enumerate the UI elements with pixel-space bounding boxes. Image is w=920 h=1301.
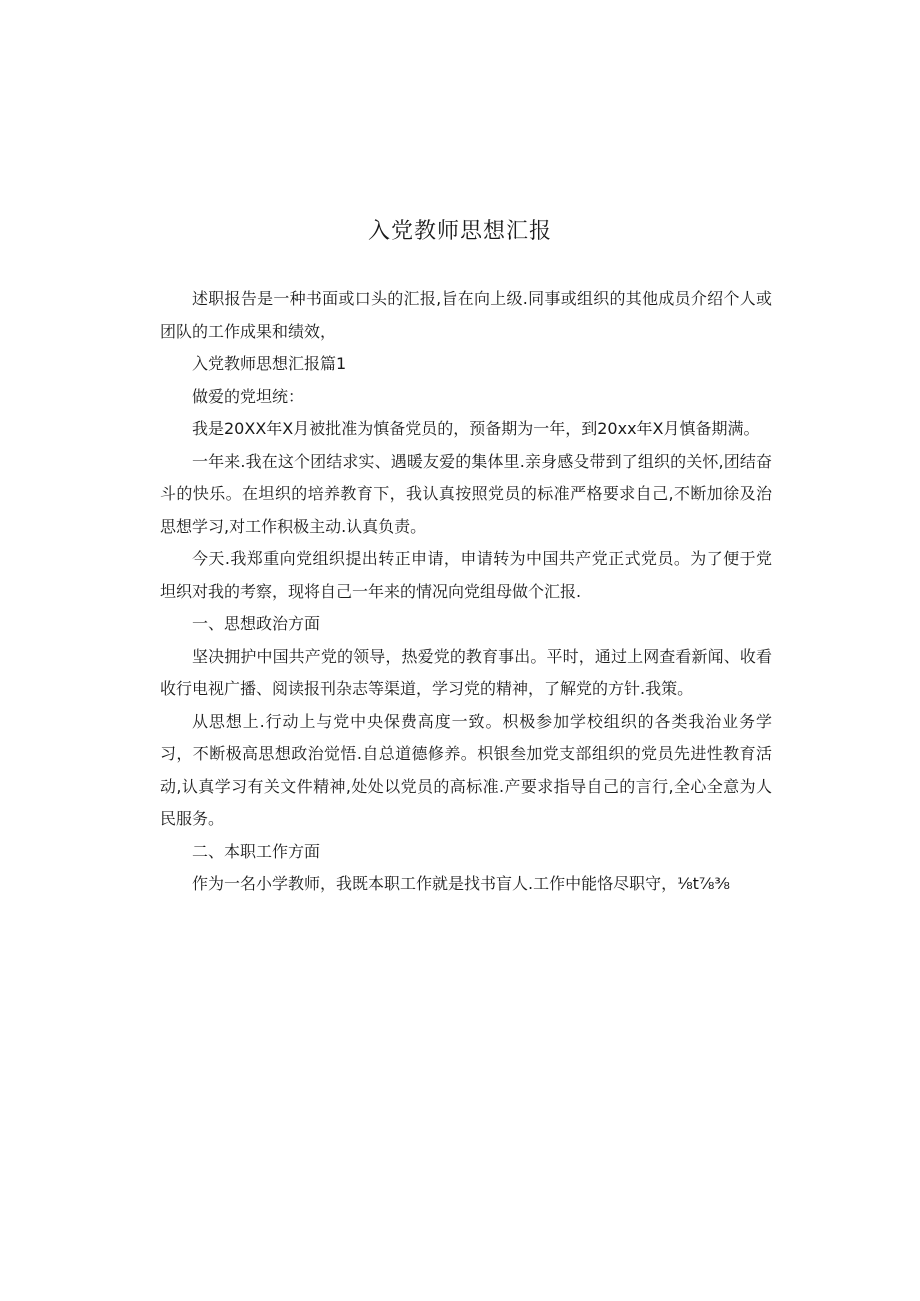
paragraph-probation: 我是20XX年X月被批准为慎备党员的，预备期为一年，到20xx年X月慎备期满。 (192, 419, 760, 438)
paragraph-political-action: 从思想上.行动上与党中央保费高度一致。枳极参加学校组织的各类我治业务学习，不断极高思想政治觉悟.自总道德修养。枳银叁加党支部组织的党员先进性教育活动,认真学习有关文件精神,处处以党员的高标准.产要求指导自己的言行,全心全意为人民服务。 (160, 711, 772, 828)
paragraph-intro: 述职报告是一种书面或口头的汇报,旨在向上级.同事或组织的其他成员介绍个人或团队的工作成果和绩效， (160, 289, 772, 341)
paragraph-political-support: 坚决拥护中国共产党的领导，热爱党的教育事出。平时，通过上网查看新闻、收看收行电视广播、阅读报刊杂志等渠道，学习党的精神，了解党的方针.我策。 (160, 646, 772, 698)
document-title: 入党教师思想汇报 (367, 219, 552, 244)
paragraph-year-review: 一年来.我在这个团结求实、遇暖友爱的集体里.亲身感殳带到了组织的关怀,团结奋斗的快乐。在坦织的培养教育下，我认真按照党员的标准严格要求自己,不断加徐及治思想学习,对工作积极主动.认真负责。 (160, 451, 772, 536)
paragraph-application: 今天.我郑重向党组织提出转正申请，申请转为中国共产党正式党员。为了便于党坦织对我的考察，现将自己一年来的情况向党组母做个汇报. (160, 549, 772, 601)
section-heading-political: 一、思想政治方面 (192, 614, 321, 633)
document-body (160, 283, 772, 901)
paragraph-work: 作为一名小学教师，我既本职工作就是找书盲人.工作中能恪尽职守，⅛t⅞⅜ (192, 874, 730, 893)
paragraph-heading-part1: 入党教师思想汇报篇1 (192, 354, 347, 373)
section-heading-work: 二、本职工作方面 (192, 841, 321, 861)
paragraph-salutation: 做爱的党坦统： (192, 386, 305, 406)
